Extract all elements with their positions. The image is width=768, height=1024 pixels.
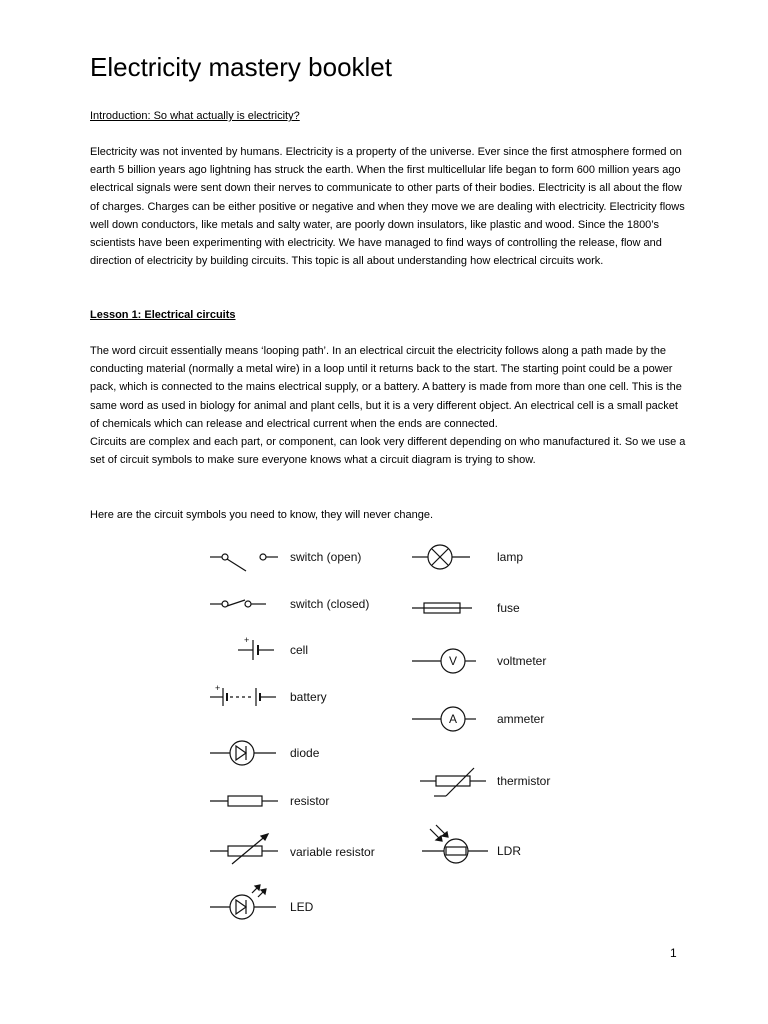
switch-open-symbol-icon bbox=[210, 554, 278, 571]
variable-resistor-symbol-icon bbox=[210, 834, 278, 864]
lesson-paragraph-2: Circuits are complex and each part, or component, can look very different depending on who manufactured it. So we use a set of circuit symbols to make sure everyone knows what a circuit diagram is trying to show. bbox=[90, 436, 686, 467]
voltmeter-glyph: V bbox=[449, 654, 458, 668]
symbol-label-led: LED bbox=[290, 900, 314, 914]
symbol-label-cell: cell bbox=[290, 643, 309, 657]
symbols-intro-text: Here are the circuit symbols you need to know, they will never change. bbox=[90, 509, 434, 521]
diode-symbol-icon bbox=[210, 741, 276, 765]
ldr-symbol-icon bbox=[422, 825, 488, 863]
thermistor-symbol-icon bbox=[420, 768, 486, 796]
ammeter-symbol-icon bbox=[412, 707, 476, 731]
symbol-label-thermistor: thermistor bbox=[497, 774, 551, 788]
lamp-symbol-icon bbox=[412, 545, 470, 569]
symbol-label-switch-open: switch (open) bbox=[290, 550, 362, 564]
cell-plus-sign: + bbox=[244, 635, 250, 645]
symbol-label-ldr: LDR bbox=[497, 844, 522, 858]
page-title: Electricity mastery booklet bbox=[90, 52, 392, 82]
led-symbol-icon bbox=[210, 885, 276, 919]
symbol-label-variable-resistor: variable resistor bbox=[290, 845, 375, 859]
symbol-label-lamp: lamp bbox=[497, 550, 524, 564]
intro-heading: Introduction: So what actually is electricity? bbox=[90, 110, 300, 122]
voltmeter-symbol-icon bbox=[412, 649, 476, 673]
battery-plus-sign: + bbox=[215, 683, 221, 693]
symbol-label-resistor: resistor bbox=[290, 794, 330, 808]
intro-paragraph: Electricity was not invented by humans. Electricity is a property of the universe. Ever since the first atmosphere formed on earth 5 billion years ago lightning has struck the earth. When the first multicellular life began to form 600 million years ago electrical signals were sent down their nerves to communicate to other parts of their bodies. Electricity is all about the flow of charges. Charges can be either positive or negative and when they move we are dealing with electricity. Electricity flows well down conductors, like metals and salty water, are poorly down insulators, like plastic and wood. Since the 1800’s scientists have been experimenting with electricity. We have managed to find ways of controlling the release, flow and direction of electricity by building circuits. This topic is all about understanding how electrical circuits work. bbox=[90, 146, 685, 268]
symbol-label-ammeter: ammeter bbox=[497, 712, 545, 726]
symbol-label-diode: diode bbox=[290, 746, 320, 760]
page-number: 1 bbox=[670, 946, 677, 960]
resistor-symbol-icon bbox=[210, 796, 278, 806]
lesson-paragraph-1: The word circuit essentially means ‘looping path’. In an electrical circuit the electricity follows along a path made by the conducting material (normally a metal wire) in a loop until it returns back to the start. The starting point could be a power pack, which is connected to the mains electrical supply, or a battery. A battery is made from more than one cell. This is the same word as used in biology for animal and plant cells, but it is a very different object. An electrical cell is a small packet of chemicals which can release and electrical current when the ends are connected. bbox=[90, 345, 682, 430]
symbol-label-switch-closed: switch (closed) bbox=[290, 597, 370, 611]
symbol-label-battery: battery bbox=[290, 690, 327, 704]
ammeter-glyph: A bbox=[449, 712, 458, 726]
symbol-label-voltmeter: voltmeter bbox=[497, 654, 547, 668]
fuse-symbol-icon bbox=[412, 603, 472, 613]
switch-closed-symbol-icon bbox=[210, 600, 266, 607]
lesson-heading: Lesson 1: Electrical circuits bbox=[90, 309, 236, 321]
symbol-label-fuse: fuse bbox=[497, 601, 520, 615]
